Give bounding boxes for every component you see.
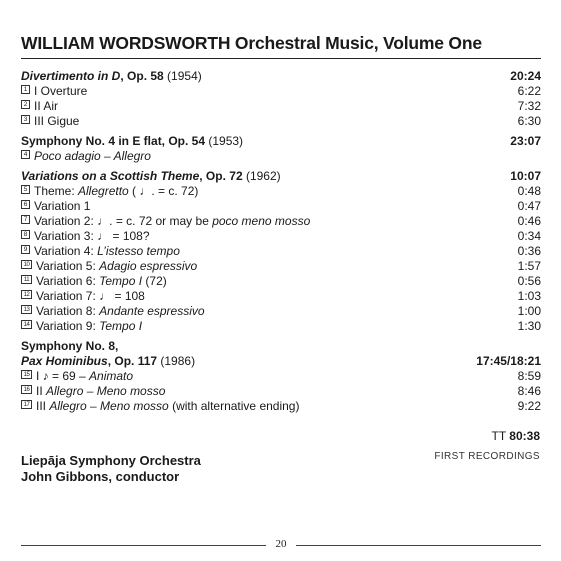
text-segment: L’istesso tempo xyxy=(97,244,180,258)
text-segment: (72) xyxy=(142,274,167,288)
work-heading xyxy=(21,69,541,84)
text-segment: III xyxy=(36,399,50,413)
total-time xyxy=(492,429,540,443)
text-segment: Variation 7: ♩ = 108 xyxy=(36,289,145,303)
text-segment: Poco adagio – Allegro xyxy=(34,149,151,163)
text-segment: Variation 8: xyxy=(36,304,100,318)
track-time: 8:46 xyxy=(517,384,541,398)
text-segment: I Overture xyxy=(34,84,88,98)
track-row xyxy=(21,184,541,199)
text-segment: II xyxy=(36,384,47,398)
text-segment: Symphony No. 4 in E flat, Op. 54 xyxy=(21,134,206,148)
track-time: 0:47 xyxy=(517,199,541,213)
track-number: 2 xyxy=(21,100,30,109)
work-total-time: 20:24 xyxy=(510,69,541,83)
track-time: 6:22 xyxy=(517,84,541,98)
page-number: 20 xyxy=(275,538,287,550)
track-time: 7:32 xyxy=(517,99,541,113)
orchestra-name: Liepāja Symphony Orchestra xyxy=(21,453,201,468)
text-segment: Andante espressivo xyxy=(99,304,205,318)
track-row xyxy=(21,244,541,259)
track-time: 1:00 xyxy=(517,304,541,318)
track-time: 0:36 xyxy=(517,244,541,258)
track-number: 11 xyxy=(21,275,32,284)
text-segment: Divertimento in D xyxy=(21,69,121,83)
text-segment: Tempo I xyxy=(99,274,143,288)
text-segment: Variation 3: ♩ = 108? xyxy=(34,229,150,243)
track-number: 14 xyxy=(21,320,32,329)
track-number: 13 xyxy=(21,305,32,314)
text-segment: Variation 4: xyxy=(34,244,98,258)
text-segment: (1962) xyxy=(242,169,281,183)
text-segment: , Op. 58 xyxy=(120,69,164,83)
work-heading-line2 xyxy=(21,354,541,369)
track-number: 4 xyxy=(21,150,30,159)
track-time: 6:30 xyxy=(517,114,541,128)
track-time: 0:46 xyxy=(517,214,541,228)
track-time: 8:59 xyxy=(517,369,541,383)
track-row xyxy=(21,114,541,129)
conductor-name: John Gibbons, conductor xyxy=(21,469,180,484)
text-segment: Variation 6: xyxy=(36,274,100,288)
track-row xyxy=(21,274,541,289)
text-segment: Theme: xyxy=(34,184,79,198)
total-time-prefix: TT xyxy=(491,429,510,443)
track-row xyxy=(21,229,541,244)
performers xyxy=(21,453,201,485)
text-segment: Tempo I xyxy=(99,319,143,333)
track-number: 17 xyxy=(21,400,32,409)
track-time: 1:03 xyxy=(517,289,541,303)
text-segment: Pax Hominibus xyxy=(21,354,108,368)
text-segment: , Op. 72 xyxy=(199,169,243,183)
footer-rule-left xyxy=(21,545,266,546)
text-segment: Variations on a Scottish Theme xyxy=(21,169,200,183)
track-number: 1 xyxy=(21,85,30,94)
track-row xyxy=(21,149,541,164)
text-segment: (1954) xyxy=(163,69,202,83)
track-number: 6 xyxy=(21,200,30,209)
text-segment: Variation 9: xyxy=(36,319,100,333)
total-time-value: 80:38 xyxy=(509,429,540,443)
track-number: 16 xyxy=(21,385,32,394)
track-row xyxy=(21,214,541,229)
page-title: WILLIAM WORDSWORTH Orchestral Music, Volume One xyxy=(21,33,482,53)
track-number: 8 xyxy=(21,230,30,239)
track-row xyxy=(21,99,541,114)
text-segment: Animato xyxy=(89,369,134,383)
track-time: 1:30 xyxy=(517,319,541,333)
track-number: 9 xyxy=(21,245,30,254)
title-rule xyxy=(21,58,541,59)
work-total-time: 17:45/18:21 xyxy=(476,354,541,368)
track-row xyxy=(21,399,541,414)
track-row xyxy=(21,259,541,274)
track-row xyxy=(21,84,541,99)
track-row xyxy=(21,289,541,304)
track-time: 0:34 xyxy=(517,229,541,243)
track-number: 12 xyxy=(21,290,32,299)
text-segment: , Op. 117 xyxy=(107,354,158,368)
track-time: 0:56 xyxy=(517,274,541,288)
text-segment: (with alternative ending) xyxy=(168,399,300,413)
track-number: 5 xyxy=(21,185,30,194)
track-row xyxy=(21,319,541,334)
track-row xyxy=(21,369,541,384)
track-number: 7 xyxy=(21,215,30,224)
text-segment: ( ♩. = c. 72) xyxy=(128,184,199,198)
text-segment: III Gigue xyxy=(34,114,80,128)
track-row xyxy=(21,304,541,319)
work-total-time: 10:07 xyxy=(510,169,541,183)
track-time: 0:48 xyxy=(517,184,541,198)
track-row xyxy=(21,384,541,399)
track-number: 3 xyxy=(21,115,30,124)
track-list xyxy=(21,69,541,414)
work-total-time: 23:07 xyxy=(510,134,541,148)
footer-rule-right xyxy=(296,545,541,546)
track-number: 10 xyxy=(21,260,32,269)
text-segment: Adagio espressivo xyxy=(99,259,198,273)
text-segment: Allegretto xyxy=(78,184,129,198)
text-segment: Variation 1 xyxy=(34,199,91,213)
text-segment: Allegro – Meno mosso xyxy=(46,384,166,398)
track-row xyxy=(21,199,541,214)
text-segment: Variation 2: ♩. = c. 72 or may be xyxy=(34,214,213,228)
text-segment: Symphony No. 8, xyxy=(21,339,119,353)
text-segment: II Air xyxy=(34,99,59,113)
text-segment: Allegro – Meno mosso xyxy=(49,399,169,413)
text-segment: poco meno mosso xyxy=(212,214,311,228)
work-heading xyxy=(21,134,541,149)
track-number: 15 xyxy=(21,370,32,379)
first-recordings-note: FIRST RECORDINGS xyxy=(434,451,540,462)
track-time: 1:57 xyxy=(517,259,541,273)
work-heading xyxy=(21,169,541,184)
text-segment: (1986) xyxy=(157,354,196,368)
work-heading xyxy=(21,339,541,354)
track-time: 9:22 xyxy=(517,399,541,413)
text-segment: (1953) xyxy=(205,134,244,148)
text-segment: Variation 5: xyxy=(36,259,100,273)
text-segment: I ♪ = 69 – xyxy=(36,369,90,383)
